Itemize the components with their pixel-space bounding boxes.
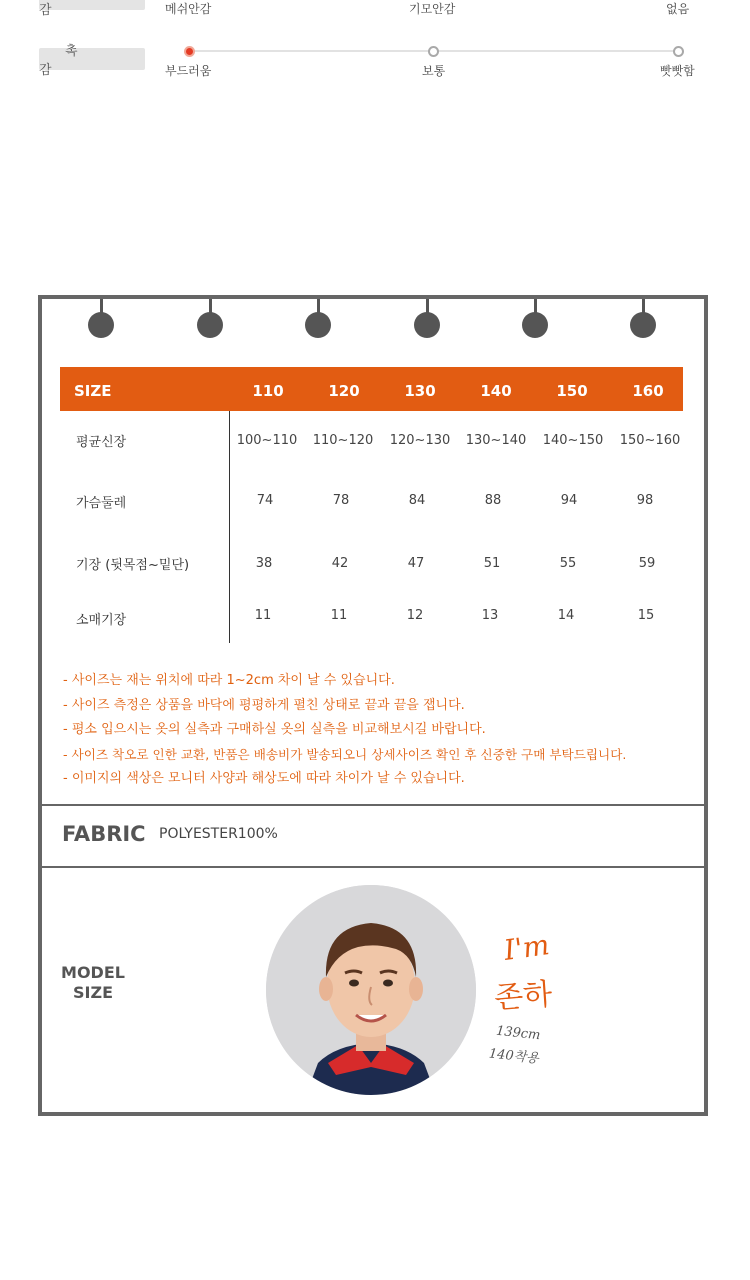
row-label-length: 기장 (뒷목점~밑단) (76, 558, 190, 573)
child-portrait-image (266, 885, 476, 1095)
table-cell: 47 (407, 556, 425, 571)
note-line: - 이미지의 색상은 모니터 사양과 해상도에 따라 차이가 날 수 있습니다. (63, 771, 465, 786)
model-im-text: I'm (501, 928, 552, 967)
table-cell: 130~140 (465, 433, 527, 448)
model-title-line: MODEL (61, 963, 125, 982)
row-label-sleeve: 소매기장 (76, 613, 127, 628)
size-col-110: 110 (252, 382, 284, 400)
touch-option-normal: 보통 (422, 64, 446, 78)
binder-ring (305, 312, 331, 338)
table-cell: 38 (255, 556, 273, 571)
table-cell: 13 (481, 608, 499, 623)
table-cell: 74 (256, 493, 274, 508)
size-notes (63, 669, 626, 792)
size-col-130: 130 (404, 382, 436, 400)
table-cell: 51 (483, 556, 501, 571)
note-line: - 평소 입으시는 옷의 실측과 구매하실 옷의 실측을 비교해보시길 바랍니다. (63, 722, 486, 737)
size-header-label: SIZE (74, 382, 112, 400)
lining-label: 감 (39, 0, 145, 10)
table-cell: 55 (559, 556, 577, 571)
model-wearing-size: 140착용 (488, 1046, 540, 1067)
binder-ring (522, 312, 548, 338)
binder-ring (414, 312, 440, 338)
note-line: - 사이즈 측정은 상품을 바닥에 평평하게 펼친 상태로 끝과 끝을 잽니다. (63, 697, 465, 713)
note-line: - 사이즈는 재는 위치에 따라 1~2cm 차이 날 수 있습니다. (63, 673, 395, 688)
table-cell: 140~150 (542, 433, 604, 448)
section-divider (42, 866, 704, 868)
binder-ring (630, 312, 656, 338)
touch-dot-normal (428, 46, 439, 57)
row-label-height: 평균신장 (76, 435, 127, 450)
table-cell: 84 (408, 493, 426, 508)
size-col-140: 140 (480, 382, 512, 400)
size-info-sheet (38, 295, 708, 1116)
table-cell: 78 (332, 493, 350, 508)
note-line: - 사이즈 착오로 인한 교환, 반품은 배송비가 발송되오니 상세사이즈 확인 후 신중한 구매 부탁드립니다. (63, 746, 627, 762)
touch-option-stiff: 빳빳함 (660, 64, 695, 78)
model-height: 139cm (495, 1023, 542, 1044)
fabric-value: POLYESTER100% (159, 826, 278, 842)
table-cell: 14 (557, 608, 575, 623)
table-cell: 15 (637, 608, 655, 623)
lining-option-none: 없음 (666, 2, 690, 16)
table-cell: 59 (638, 556, 656, 571)
binder-ring (197, 312, 223, 338)
lining-option-fleece: 기모안감 (409, 2, 456, 16)
table-cell: 11 (330, 608, 348, 623)
model-title-line: SIZE (72, 983, 113, 1002)
lining-option-mesh: 메쉬안감 (165, 2, 212, 16)
size-col-150: 150 (556, 382, 588, 400)
size-col-160: 160 (632, 382, 664, 400)
table-cell: 94 (560, 493, 578, 508)
section-divider (42, 804, 704, 806)
binder-ring (88, 312, 114, 338)
touch-option-soft: 부드러움 (165, 64, 212, 78)
row-label-chest: 가슴둘레 (76, 496, 127, 511)
table-cell: 110~120 (312, 433, 374, 448)
size-table-header (60, 367, 683, 411)
model-name: 존하 (493, 977, 554, 1016)
fabric-title: FABRIC (62, 822, 146, 846)
model-photo (266, 885, 476, 1095)
table-cell: 11 (254, 608, 272, 623)
size-col-120: 120 (328, 382, 360, 400)
touch-label: 촉 감 (39, 48, 145, 70)
table-cell: 98 (636, 493, 654, 508)
touch-dot-soft (184, 46, 195, 57)
table-cell: 150~160 (619, 433, 681, 448)
model-size-title (58, 963, 128, 1003)
table-cell: 42 (331, 556, 349, 571)
table-cell: 100~110 (236, 433, 298, 448)
table-cell: 88 (484, 493, 502, 508)
touch-dot-stiff (673, 46, 684, 57)
table-cell: 120~130 (389, 433, 451, 448)
table-cell: 12 (406, 608, 424, 623)
